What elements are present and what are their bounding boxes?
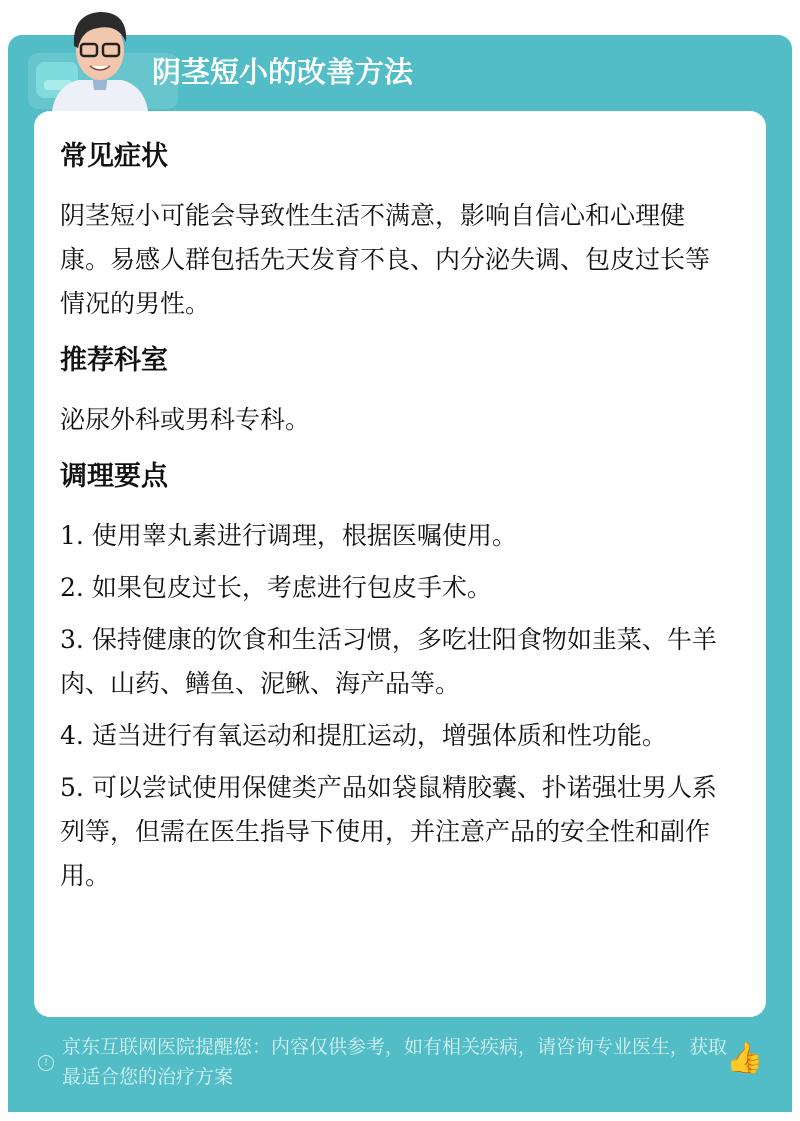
item-text: 保持健康的饮食和生活习惯，多吃壮阳食物如韭菜、牛羊肉、山药、鳝鱼、泥鳅、海产品等。 [60, 625, 717, 698]
disclaimer-text: 京东互联网医院提醒您：内容仅供参考，如有相关疾病，请咨询专业医生，获取最适合您的治疗方案 [62, 1036, 728, 1088]
item-text: 适当进行有氧运动和提肛运动，增强体质和性功能。 [91, 721, 667, 750]
list-item [60, 766, 730, 898]
thumbs-up-icon[interactable]: 👍 [726, 1041, 764, 1076]
info-icon: ! [38, 1055, 54, 1071]
item-number: 5. [60, 773, 84, 802]
list-item [60, 514, 730, 558]
section-heading-department: 推荐科室 [60, 345, 168, 376]
list-item [60, 618, 730, 706]
doctor-avatar [48, 6, 152, 111]
item-number: 1. [60, 521, 84, 550]
list-item [60, 714, 730, 758]
item-number: 4. [60, 721, 84, 750]
section-heading-symptoms: 常见症状 [60, 141, 168, 172]
department-text: 泌尿外科或男科专科。 [60, 405, 311, 434]
content [60, 134, 730, 906]
item-text: 可以尝试使用保健类产品如袋鼠精胶囊、扑诺强壮男人系列等，但需在医生指导下使用，并注意产品的安全性和副作用。 [60, 773, 717, 890]
section-heading-care: 调理要点 [60, 461, 168, 492]
item-number: 2. [60, 573, 84, 602]
list-item [60, 566, 730, 610]
page-title: 阴茎短小的改善方法 [152, 55, 414, 89]
item-text: 如果包皮过长，考虑进行包皮手术。 [91, 573, 492, 602]
symptoms-text: 阴茎短小可能会导致性生活不满意，影响自信心和心理健康。易感人群包括先天发育不良、内分泌失调、包皮过长等情况的男性。 [60, 201, 711, 318]
item-number: 3. [60, 625, 84, 654]
item-text: 使用睾丸素进行调理，根据医嘱使用。 [91, 521, 517, 550]
